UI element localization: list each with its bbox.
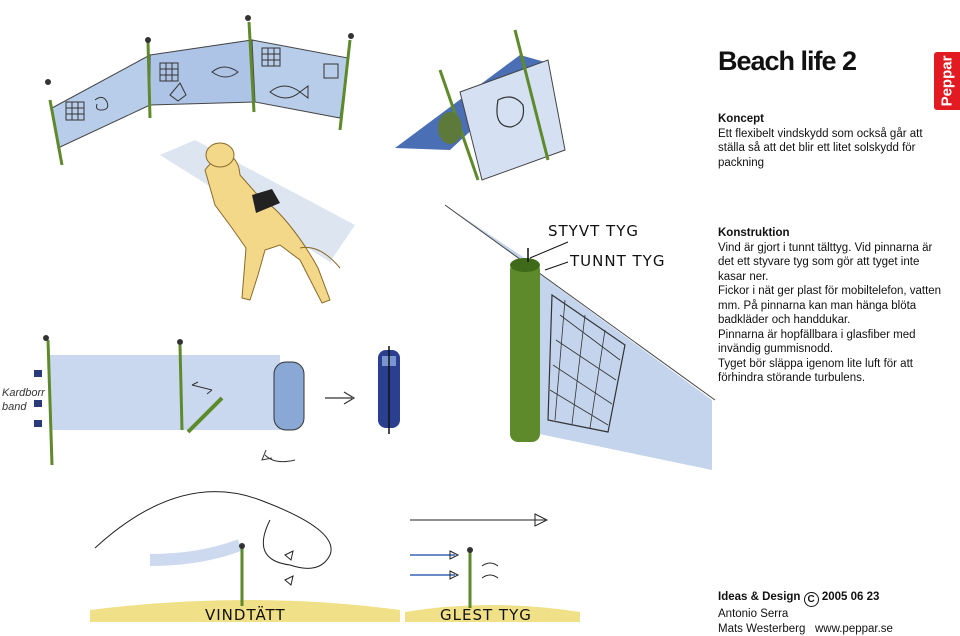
credits-label: Ideas & Design	[718, 591, 800, 603]
copyright-icon: C	[804, 592, 819, 607]
website-link[interactable]: www.peppar.se	[815, 623, 893, 635]
concept-text: Ett flexibelt vindskydd som också går att ställa så att det blir ett litet solskydd för packning	[718, 127, 946, 171]
wind-diagram-windproof	[90, 492, 400, 622]
label-thin-fabric: TUNNT TYG	[569, 252, 665, 270]
label-sparse-fabric: GLEST TYG	[440, 606, 532, 624]
label-stiff-fabric: STYVT TYG	[548, 222, 639, 240]
sunbather-sketch	[160, 140, 355, 303]
credits-author-1: Antonio Serra	[718, 607, 893, 622]
construction-paragraph: Pinnarna är hopfällbara i glasfiber med invändig gummisnodd.	[718, 328, 946, 357]
construction-section	[718, 226, 946, 386]
credits-author-2: Mats Westerberg	[718, 623, 805, 635]
credits-date: 2005 06 23	[822, 591, 880, 603]
rollup-sketch	[34, 335, 400, 465]
brand-tab	[934, 52, 960, 110]
credits-line-3	[718, 622, 893, 636]
fabric-detail-sketch	[445, 205, 715, 470]
construction-paragraph: Vind är gjort i tunnt tälttyg. Vid pinnarna är det ett styvare tyg som gör att tyget inte kasar ner.	[718, 241, 946, 285]
label-velcro-band: Kardborr band	[2, 386, 46, 414]
tent-sketch	[395, 30, 565, 180]
credits	[718, 590, 893, 636]
construction-heading: Konstruktion	[718, 226, 946, 241]
construction-paragraph: Tyget bör släppa igenom lite luft för att förhindra störande turbulens.	[718, 357, 946, 386]
concept-heading: Koncept	[718, 112, 946, 127]
page-title: Beach life 2	[718, 46, 856, 77]
label-windproof: VINDTÄTT	[205, 605, 286, 624]
concept-section	[718, 112, 946, 170]
credits-line-1	[718, 590, 893, 607]
brand-label: Peppar	[939, 56, 956, 107]
construction-paragraph: Fickor i nät ger plast för mobiltelefon, vatten mm. På pinnarna kan man hänga blöta badkläder och handdukar.	[718, 284, 946, 328]
